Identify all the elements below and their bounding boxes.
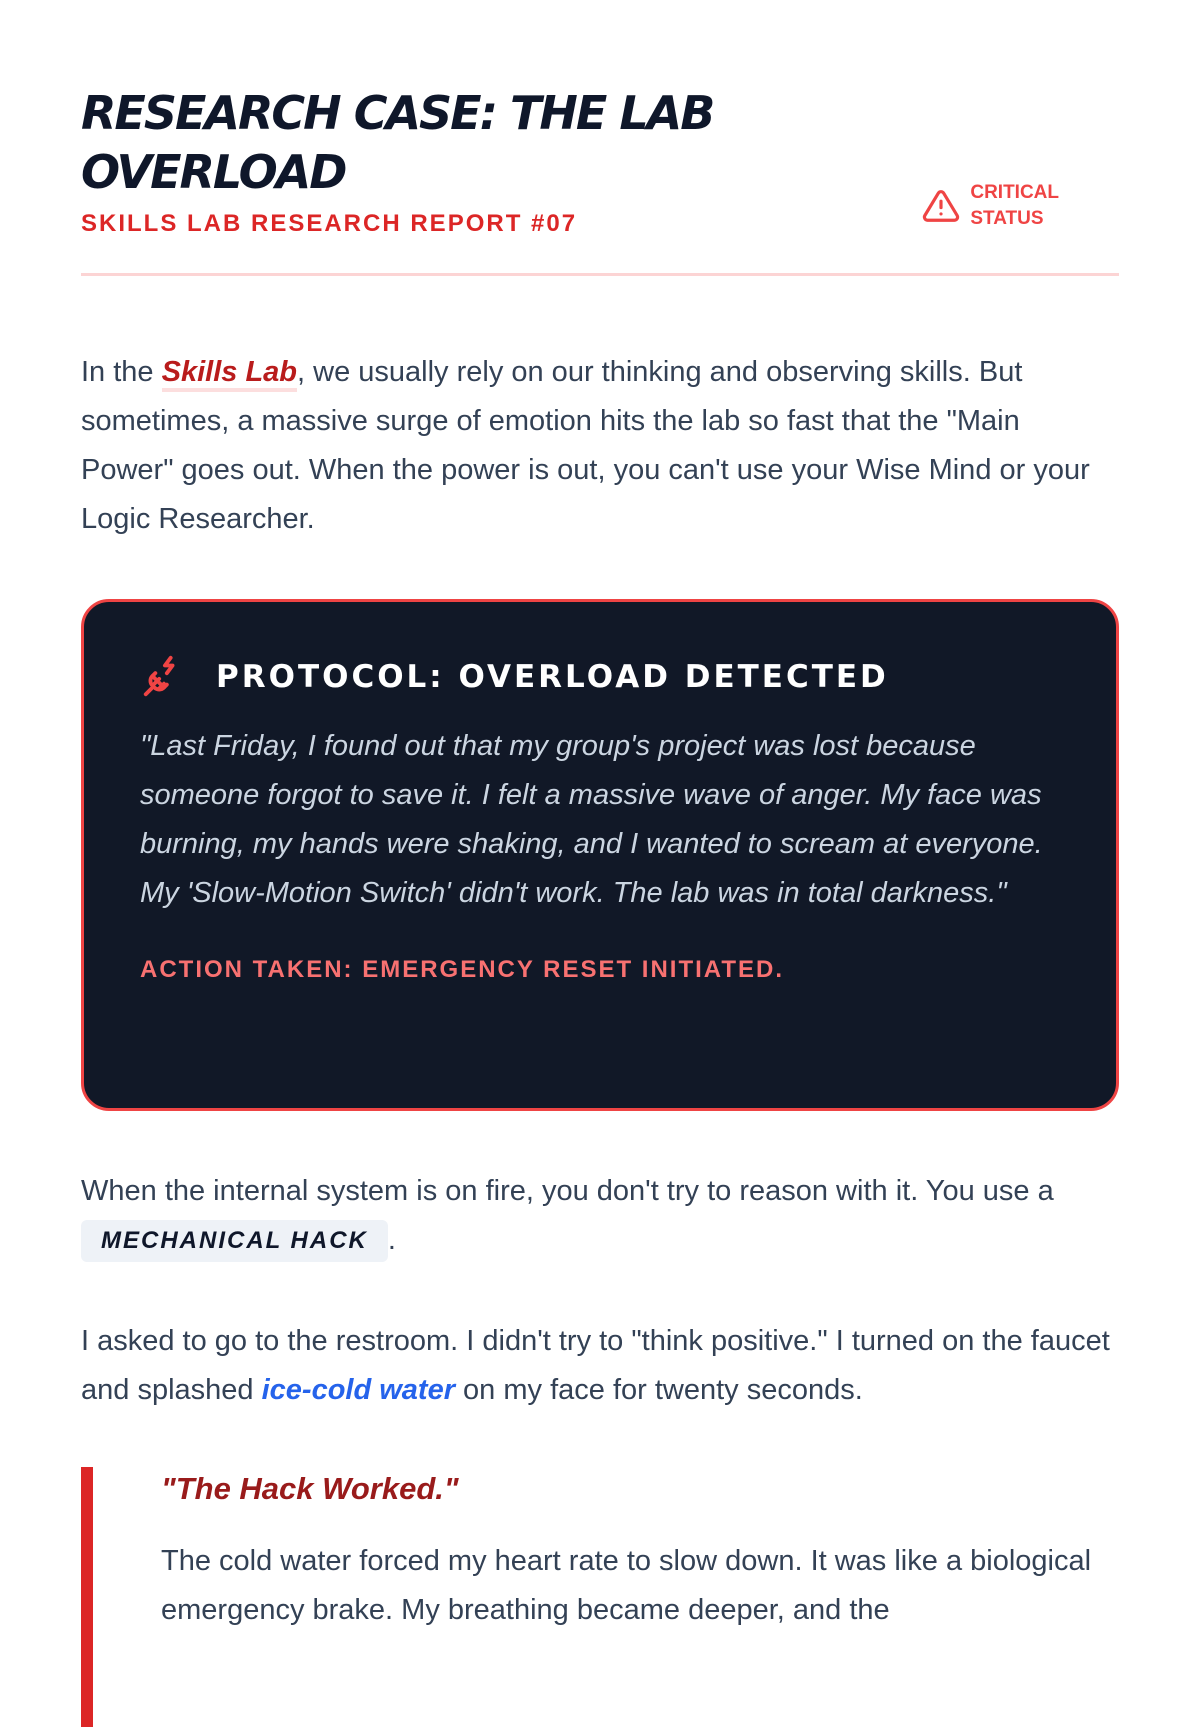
callout-title: "The Hack Worked." [161, 1471, 459, 1506]
ice-cold-water-highlight: ice-cold water [261, 1374, 455, 1406]
restroom-text-after: on my face for twenty seconds. [455, 1374, 863, 1406]
protocol-panel [81, 599, 1119, 1111]
restroom-text-before: I asked to go to the restroom. I didn't try to "think positive." I turned on the faucet and splashed [81, 1325, 1110, 1406]
report-subtitle: SKILLS LAB RESEARCH REPORT #07 [81, 210, 578, 237]
unplugged-icon [140, 654, 186, 700]
intro-paragraph [81, 348, 1119, 544]
page-title: RESEARCH CASE: THE LAB OVERLOAD [81, 86, 714, 199]
status-badge [922, 180, 1059, 232]
protocol-action: ACTION TAKEN: EMERGENCY RESET INITIATED. [140, 956, 785, 983]
fire-paragraph [81, 1167, 1119, 1265]
hack-worked-callout [81, 1467, 1119, 1727]
warning-triangle-icon [922, 187, 960, 225]
protocol-title: PROTOCOL: OVERLOAD DETECTED [216, 659, 889, 695]
status-line-2: STATUS [970, 208, 1044, 229]
mechanical-hack-badge: MECHANICAL HACK [81, 1220, 388, 1262]
fire-text-after: . [387, 1224, 396, 1256]
intro-text-after: , we usually rely on our thinking and observing skills. But sometimes, a massive surge of emotion hits the lab so fast that the "Main Power" goes out. When the power is out, you can't use your Wise Mind or your Logic Researcher. [81, 356, 1090, 535]
protocol-header [140, 654, 1060, 700]
intro-text-before: In the [81, 356, 162, 388]
restroom-paragraph [81, 1317, 1119, 1415]
skills-lab-highlight: Skills Lab [162, 356, 297, 392]
protocol-quote: "Last Friday, I found out that my group's project was lost because someone forgot to save it. I felt a massive wave of anger. My face was burning, my hands were shaking, and I wanted to scream at everyone. My 'Slow-Motion Switch' didn't work. The lab was in total darkness." [140, 730, 1043, 909]
report-header [81, 0, 1119, 276]
status-text [970, 180, 1059, 232]
fire-text-before: When the internal system is on fire, you don't try to reason with it. You use a [81, 1175, 1054, 1207]
callout-body: The cold water forced my heart rate to slow down. It was like a biological emergency brake. My breathing became deeper, and the [161, 1545, 1092, 1626]
status-line-1: CRITICAL [970, 182, 1059, 203]
